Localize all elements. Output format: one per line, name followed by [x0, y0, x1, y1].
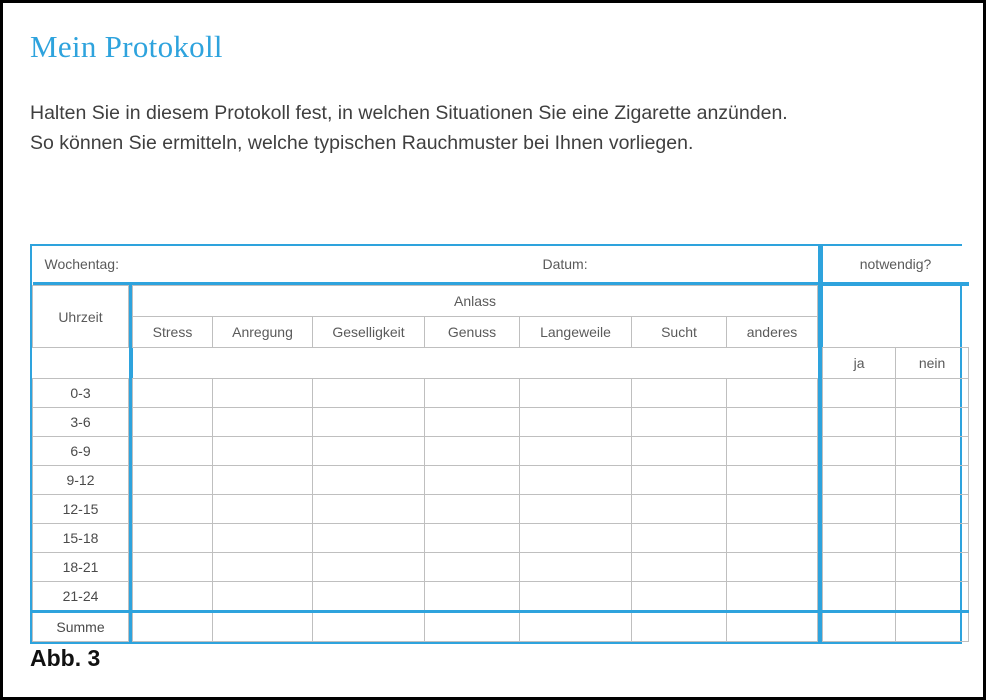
cell-sucht[interactable]: [632, 408, 727, 437]
table-row: [33, 524, 969, 553]
cell-stress[interactable]: [133, 553, 213, 582]
cell-ja[interactable]: [823, 379, 896, 408]
cell-anregung[interactable]: [213, 495, 313, 524]
row-label-0: 0-3: [33, 379, 129, 408]
intro-line-1: Halten Sie in diesem Protokoll fest, in welchen Situationen Sie eine Zigarette anzünden.: [30, 102, 788, 124]
table-row: [33, 553, 969, 582]
cell-nein[interactable]: [896, 379, 969, 408]
cell-nein[interactable]: [896, 466, 969, 495]
cell-genuss[interactable]: [425, 553, 520, 582]
cell-nein[interactable]: [896, 582, 969, 612]
spacer-anlass: [133, 348, 818, 379]
cell-ja[interactable]: [823, 524, 896, 553]
cell-anderes[interactable]: [727, 379, 818, 408]
weekday-label: Wochentag:: [44, 256, 119, 272]
cell-genuss[interactable]: [425, 379, 520, 408]
cell-geselligkeit[interactable]: [313, 582, 425, 612]
cell-sucht[interactable]: [632, 379, 727, 408]
cell-nein[interactable]: [896, 408, 969, 437]
col-header-anderes: anderes: [727, 317, 818, 348]
col-header-sucht: Sucht: [632, 317, 727, 348]
header-uhrzeit: Uhrzeit: [33, 286, 129, 348]
cell-langeweile[interactable]: [520, 524, 632, 553]
cell-genuss[interactable]: [425, 524, 520, 553]
cell-stress[interactable]: [133, 582, 213, 612]
table-row: [33, 495, 969, 524]
cell-langeweile[interactable]: [520, 379, 632, 408]
col-header-genuss: Genuss: [425, 317, 520, 348]
protocol-table-container: [30, 244, 962, 644]
cell-ja[interactable]: [823, 495, 896, 524]
cell-anderes[interactable]: [727, 524, 818, 553]
col-header-stress: Stress: [133, 317, 213, 348]
cell-anderes[interactable]: [727, 495, 818, 524]
row-label-summe: Summe: [33, 612, 129, 642]
row-label-1: 3-6: [33, 408, 129, 437]
cell-anderes[interactable]: [727, 582, 818, 612]
cell-genuss[interactable]: [425, 408, 520, 437]
total-cell-anderes[interactable]: [727, 612, 818, 642]
page-title: Mein Protokoll: [30, 29, 223, 64]
col-header-nein: nein: [896, 348, 969, 379]
figure-label: Abb. 3: [30, 645, 101, 671]
cell-geselligkeit[interactable]: [313, 408, 425, 437]
table-group-header-row: [33, 286, 969, 317]
header-anlass: Anlass: [133, 286, 818, 317]
table-row: [33, 379, 969, 408]
table-row: [33, 408, 969, 437]
necessary-cell: [823, 246, 969, 282]
row-label-3: 9-12: [33, 466, 129, 495]
total-cell-ja[interactable]: [823, 612, 896, 642]
cell-langeweile[interactable]: [520, 495, 632, 524]
cell-langeweile[interactable]: [520, 466, 632, 495]
table-necessary-header-row: [33, 348, 969, 379]
cell-geselligkeit[interactable]: [313, 379, 425, 408]
cell-geselligkeit[interactable]: [313, 524, 425, 553]
intro-line-2: So können Sie ermitteln, welche typischen Rauchmuster bei Ihnen vorliegen.: [30, 132, 694, 154]
cell-anregung[interactable]: [213, 466, 313, 495]
total-cell-stress[interactable]: [133, 612, 213, 642]
col-header-langeweile: Langeweile: [520, 317, 632, 348]
cell-anderes[interactable]: [727, 553, 818, 582]
cell-anregung[interactable]: [213, 582, 313, 612]
cell-sucht[interactable]: [632, 553, 727, 582]
cell-ja[interactable]: [823, 553, 896, 582]
cell-genuss[interactable]: [425, 466, 520, 495]
cell-langeweile[interactable]: [520, 553, 632, 582]
total-cell-anregung[interactable]: [213, 612, 313, 642]
cell-anregung[interactable]: [213, 379, 313, 408]
cell-ja[interactable]: [823, 466, 896, 495]
cell-anregung[interactable]: [213, 524, 313, 553]
cell-sucht[interactable]: [632, 437, 727, 466]
necessary-spacer-left: [823, 286, 896, 348]
col-header-geselligkeit: Geselligkeit: [313, 317, 425, 348]
table-row: [33, 466, 969, 495]
cell-stress[interactable]: [133, 466, 213, 495]
row-label-5: 15-18: [33, 524, 129, 553]
cell-genuss[interactable]: [425, 437, 520, 466]
intro-paragraph: [30, 98, 959, 158]
total-cell-sucht[interactable]: [632, 612, 727, 642]
total-cell-genuss[interactable]: [425, 612, 520, 642]
row-label-2: 6-9: [33, 437, 129, 466]
cell-nein[interactable]: [896, 437, 969, 466]
total-cell-geselligkeit[interactable]: [313, 612, 425, 642]
table-row: [33, 437, 969, 466]
table-row: [33, 582, 969, 612]
cell-anregung[interactable]: [213, 437, 313, 466]
date-label: Datum:: [542, 256, 588, 272]
weekday-cell: [33, 246, 313, 282]
cell-geselligkeit[interactable]: [313, 466, 425, 495]
cell-ja[interactable]: [823, 582, 896, 612]
cell-stress[interactable]: [133, 495, 213, 524]
cell-ja[interactable]: [823, 437, 896, 466]
document-header: [30, 27, 959, 158]
table-total-row: [33, 612, 969, 642]
necessary-spacer-right: [896, 286, 969, 348]
necessary-label: notwendig?: [859, 256, 932, 272]
cell-geselligkeit[interactable]: [313, 437, 425, 466]
cell-anderes[interactable]: [727, 408, 818, 437]
cell-langeweile[interactable]: [520, 582, 632, 612]
cell-ja[interactable]: [823, 408, 896, 437]
cell-nein[interactable]: [896, 553, 969, 582]
cell-genuss[interactable]: [425, 582, 520, 612]
col-header-anregung: Anregung: [213, 317, 313, 348]
date-cell: [313, 246, 818, 282]
cell-nein[interactable]: [896, 495, 969, 524]
protocol-table: [32, 246, 969, 642]
cell-genuss[interactable]: [425, 495, 520, 524]
cell-geselligkeit[interactable]: [313, 495, 425, 524]
row-label-4: 12-15: [33, 495, 129, 524]
cell-langeweile[interactable]: [520, 408, 632, 437]
total-cell-langeweile[interactable]: [520, 612, 632, 642]
cell-stress[interactable]: [133, 437, 213, 466]
total-cell-nein[interactable]: [896, 612, 969, 642]
col-header-ja: ja: [823, 348, 896, 379]
cell-stress[interactable]: [133, 379, 213, 408]
cell-anregung[interactable]: [213, 553, 313, 582]
cell-langeweile[interactable]: [520, 437, 632, 466]
cell-sucht[interactable]: [632, 466, 727, 495]
cell-stress[interactable]: [133, 408, 213, 437]
row-label-7: 21-24: [33, 582, 129, 612]
cell-anderes[interactable]: [727, 466, 818, 495]
cell-anregung[interactable]: [213, 408, 313, 437]
cell-nein[interactable]: [896, 524, 969, 553]
cell-anderes[interactable]: [727, 437, 818, 466]
row-label-6: 18-21: [33, 553, 129, 582]
cell-stress[interactable]: [133, 524, 213, 553]
cell-sucht[interactable]: [632, 495, 727, 524]
cell-geselligkeit[interactable]: [313, 553, 425, 582]
cell-sucht[interactable]: [632, 524, 727, 553]
table-meta-row: [33, 246, 969, 282]
spacer-uhrzeit: [33, 348, 129, 379]
cell-sucht[interactable]: [632, 582, 727, 612]
